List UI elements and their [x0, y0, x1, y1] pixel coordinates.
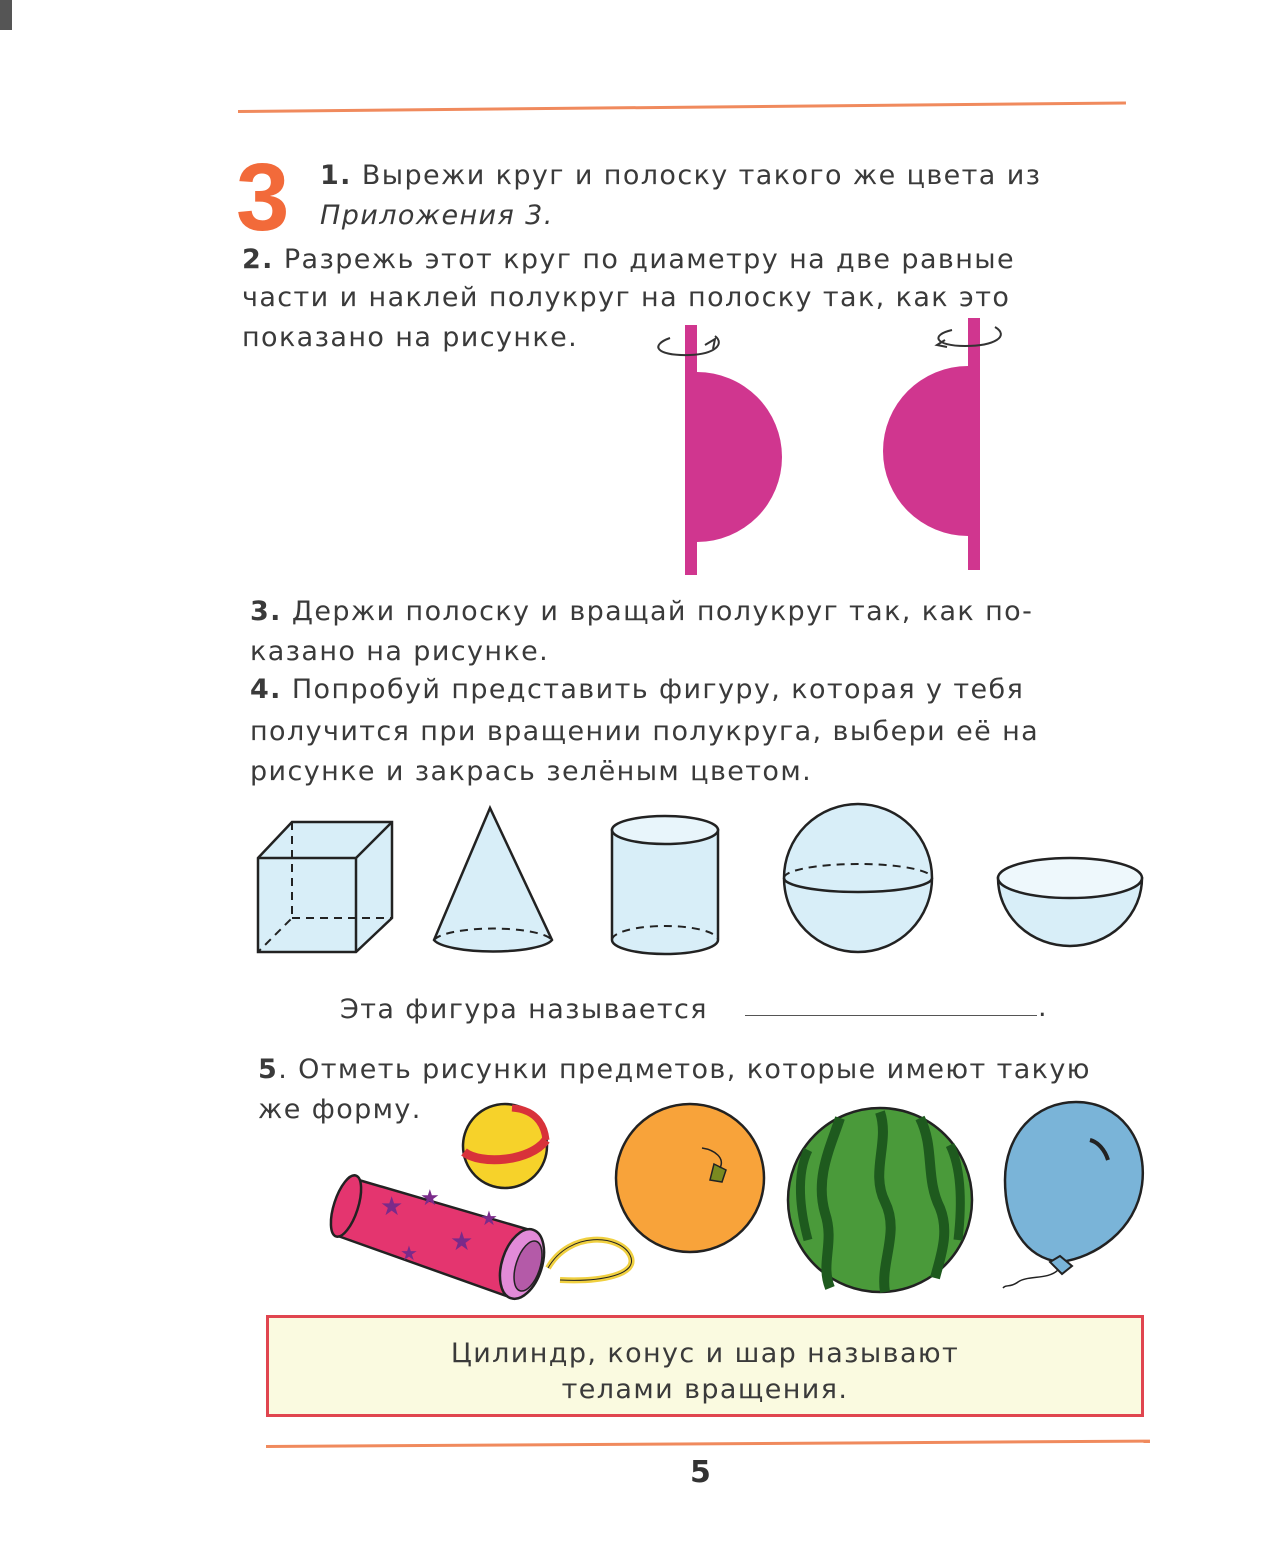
svg-text:★: ★	[420, 1186, 440, 1211]
balloon-object[interactable]	[1003, 1102, 1143, 1288]
step1-text: Вырежи круг и полоску такого же цвета из	[361, 160, 1042, 191]
step5-line2: же форму.	[258, 1094, 422, 1125]
svg-text:★: ★	[400, 1241, 418, 1265]
watermelon-object[interactable]	[788, 1108, 972, 1292]
step1-italic: Приложения 3.	[320, 200, 554, 231]
note-line2: телами вращения.	[561, 1374, 849, 1405]
step2-line3: показано на рисунке.	[242, 322, 579, 353]
svg-text:★: ★	[380, 1192, 404, 1222]
semicircle-on-strip-right	[883, 318, 1001, 570]
step4-number: 4.	[250, 674, 282, 705]
hemisphere-figure[interactable]	[998, 858, 1142, 946]
step5-text1: Отметь рисунки предметов, которые имеют такую	[298, 1054, 1091, 1085]
step2-text1: Разрежь этот круг по диаметру на две равные	[283, 244, 1016, 275]
step2-number: 2.	[242, 244, 274, 275]
step3-text1: Держи полоску и вращай полукруг так, как по-	[291, 596, 1034, 627]
cone-figure[interactable]	[434, 808, 552, 951]
kaleidoscope-object[interactable]	[325, 1172, 632, 1305]
ball-object[interactable]	[463, 1104, 547, 1188]
task-number: 3	[236, 144, 290, 251]
svg-text:★: ★	[480, 1206, 498, 1230]
step3-line2: казано на рисунке.	[250, 636, 550, 667]
step1-number: 1.	[320, 160, 352, 191]
step5-number: 5	[258, 1054, 279, 1085]
step3-number: 3.	[250, 596, 282, 627]
orange-object[interactable]	[616, 1104, 764, 1252]
sphere-figure[interactable]	[784, 804, 932, 952]
svg-text:★: ★	[450, 1227, 474, 1257]
answer-end: .	[1038, 992, 1048, 1023]
step2-line2: части и наклей полукруг на полоску так, как это	[242, 282, 1011, 313]
step4-line2: получится при вращении полукруга, выбери её на	[250, 716, 1040, 747]
cube-figure[interactable]	[258, 822, 392, 952]
definition-note	[266, 1315, 1144, 1417]
step4-text1: Попробуй представить фигуру, которая у тебя	[291, 674, 1025, 705]
step5-dot: .	[278, 1054, 289, 1085]
cylinder-figure[interactable]	[612, 816, 718, 954]
answer-prompt-text: Эта фигура называется	[340, 994, 708, 1025]
step4-line3: рисунке и закрась зелёным цветом.	[250, 756, 813, 787]
semicircle-on-strip-left	[658, 325, 782, 575]
page-number: 5	[690, 1455, 711, 1490]
note-line1: Цилиндр, конус и шар называют	[450, 1338, 960, 1369]
